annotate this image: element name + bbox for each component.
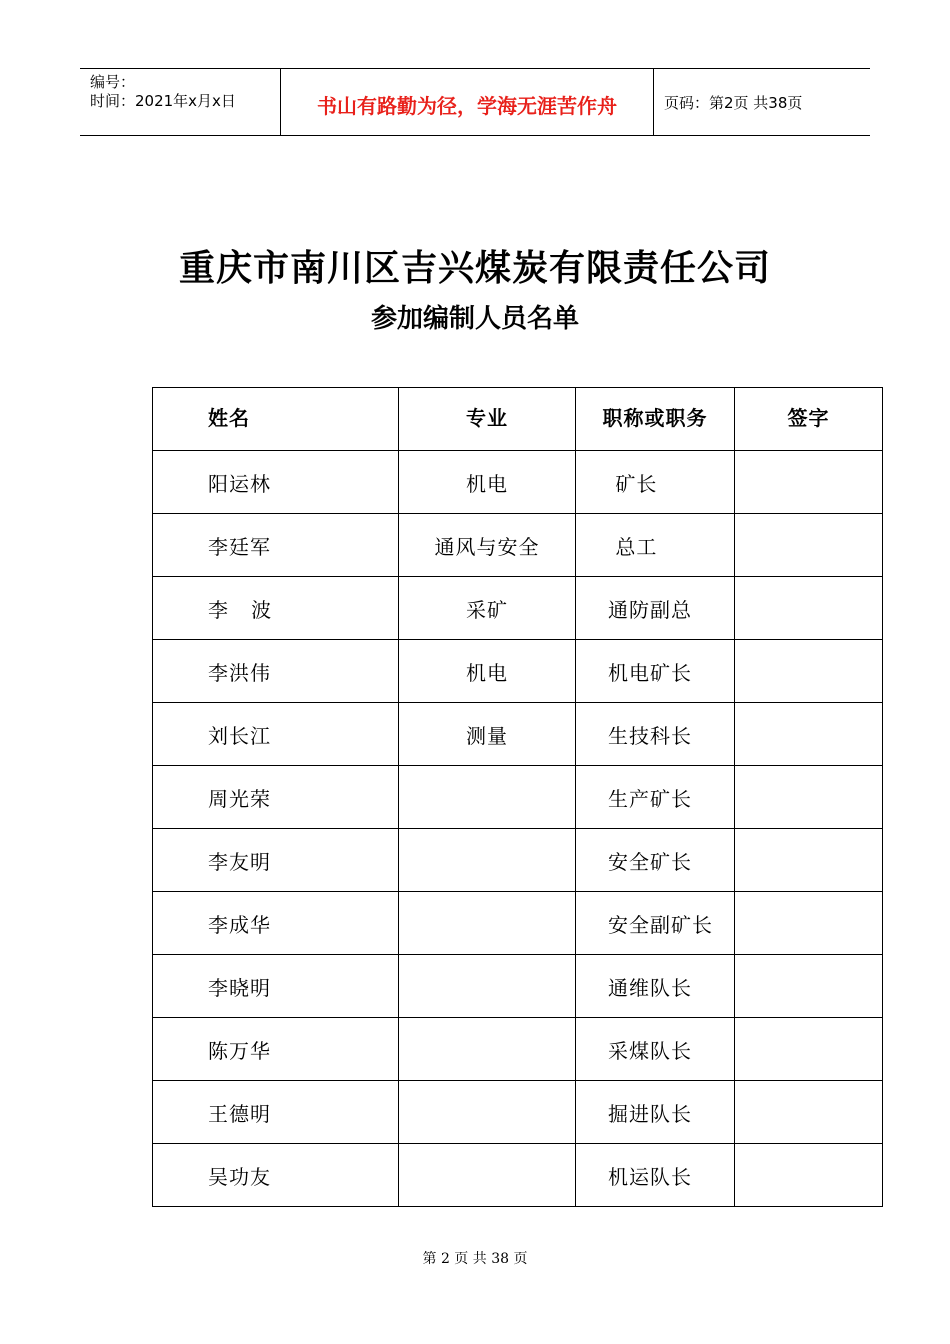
header-major: 专业	[399, 388, 576, 451]
header-name: 姓名	[153, 388, 399, 451]
cell-sign[interactable]	[735, 640, 883, 703]
cell-title: 机电矿长	[576, 640, 735, 703]
staff-table	[152, 387, 883, 1207]
table-row	[153, 1081, 883, 1144]
cell-major: 机电	[399, 640, 576, 703]
page-footer: 第 2 页 共 38 页	[422, 1251, 528, 1267]
page-header	[80, 68, 870, 136]
cell-name: 刘长江	[153, 703, 399, 766]
cell-title: 机运队长	[576, 1144, 735, 1207]
time-label: 时间：2021年x月x日	[90, 92, 236, 110]
cell-title: 生技科长	[576, 703, 735, 766]
header-page-info: 页码：第2页 共38页	[664, 93, 803, 112]
cell-sign[interactable]	[735, 577, 883, 640]
cell-major	[399, 829, 576, 892]
cell-sign[interactable]	[735, 955, 883, 1018]
table-row	[153, 892, 883, 955]
header-motto: 书山有路勤为径，学海无涯苦作舟	[281, 69, 654, 135]
table-row	[153, 766, 883, 829]
cell-major	[399, 766, 576, 829]
cell-title: 采煤队长	[576, 1018, 735, 1081]
cell-major: 机电	[399, 451, 576, 514]
header-sign: 签字	[735, 388, 883, 451]
table-row	[153, 1144, 883, 1207]
header-meta	[80, 69, 281, 135]
document-title: 重庆市南川区吉兴煤炭有限责任公司	[178, 248, 771, 289]
cell-sign[interactable]	[735, 892, 883, 955]
table-row	[153, 703, 883, 766]
cell-title: 生产矿长	[576, 766, 735, 829]
cell-name: 阳运林	[153, 451, 399, 514]
table-header-row	[153, 388, 883, 451]
table-row	[153, 1018, 883, 1081]
table-row	[153, 640, 883, 703]
cell-major	[399, 1018, 576, 1081]
table-row	[153, 451, 883, 514]
cell-sign[interactable]	[735, 451, 883, 514]
cell-title: 矿长	[576, 451, 735, 514]
cell-major: 采矿	[399, 577, 576, 640]
cell-sign[interactable]	[735, 1144, 883, 1207]
number-label: 编号：	[90, 73, 136, 91]
cell-name: 李成华	[153, 892, 399, 955]
cell-title: 安全副矿长	[576, 892, 735, 955]
cell-name: 李廷军	[153, 514, 399, 577]
header-title: 职称或职务	[576, 388, 735, 451]
table-row	[153, 829, 883, 892]
cell-major	[399, 892, 576, 955]
cell-sign[interactable]	[735, 1018, 883, 1081]
cell-title: 安全矿长	[576, 829, 735, 892]
cell-title: 通维队长	[576, 955, 735, 1018]
table-row	[153, 955, 883, 1018]
cell-sign[interactable]	[735, 703, 883, 766]
cell-name: 李 波	[153, 577, 399, 640]
cell-name: 陈万华	[153, 1018, 399, 1081]
cell-major	[399, 1144, 576, 1207]
cell-major	[399, 1081, 576, 1144]
cell-name: 王德明	[153, 1081, 399, 1144]
cell-name: 李晓明	[153, 955, 399, 1018]
cell-sign[interactable]	[735, 829, 883, 892]
cell-major: 通风与安全	[399, 514, 576, 577]
cell-sign[interactable]	[735, 766, 883, 829]
table-row	[153, 514, 883, 577]
cell-title: 通防副总	[576, 577, 735, 640]
table-row	[153, 577, 883, 640]
cell-name: 周光荣	[153, 766, 399, 829]
cell-sign[interactable]	[735, 514, 883, 577]
cell-sign[interactable]	[735, 1081, 883, 1144]
table-body	[153, 451, 883, 1207]
cell-title: 总工	[576, 514, 735, 577]
cell-major: 测量	[399, 703, 576, 766]
cell-name: 李友明	[153, 829, 399, 892]
document-subtitle: 参加编制人员名单	[370, 304, 579, 334]
cell-title: 掘进队长	[576, 1081, 735, 1144]
cell-name: 李洪伟	[153, 640, 399, 703]
cell-major	[399, 955, 576, 1018]
cell-name: 吴功友	[153, 1144, 399, 1207]
